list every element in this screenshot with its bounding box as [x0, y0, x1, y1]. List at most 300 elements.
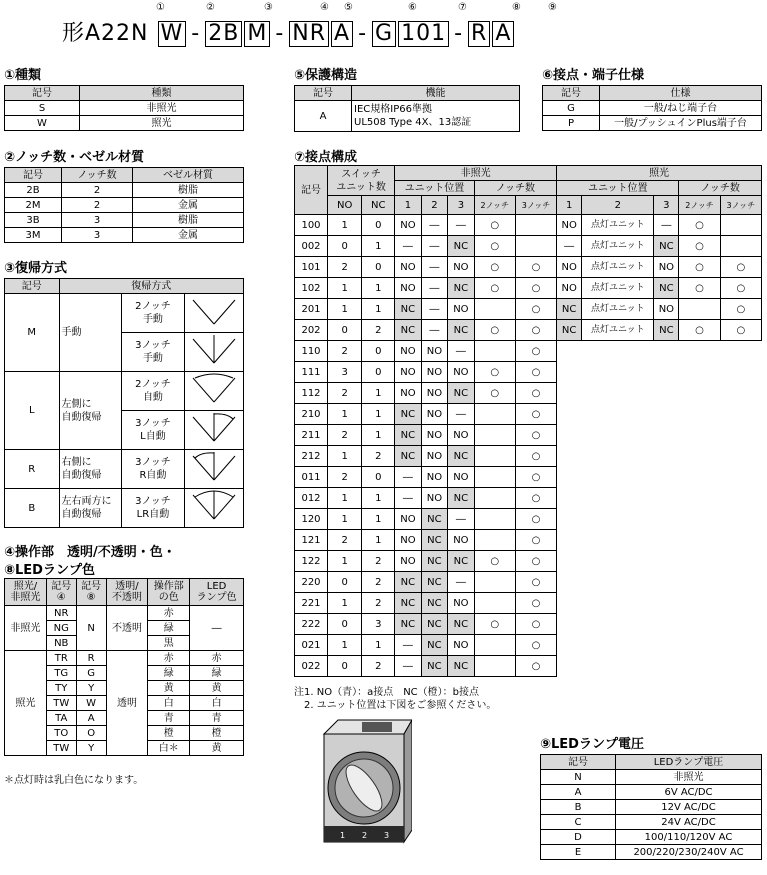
table-cell	[720, 215, 761, 236]
table-cell: TW	[46, 741, 76, 756]
table-cell: NC	[448, 446, 475, 467]
s48-title-2: ⑧LEDランプ色	[4, 563, 95, 578]
table-cell: ○	[515, 257, 556, 278]
table-cell: B	[5, 489, 60, 528]
code-box: G	[372, 21, 396, 47]
table-cell: ○	[515, 509, 556, 530]
table-cell: R	[5, 450, 60, 489]
table-cell: W	[76, 696, 106, 711]
table-cell: 122	[295, 551, 328, 572]
switch-unit-illustration	[318, 714, 412, 844]
table-cell: 2ノッチ 手動	[121, 294, 184, 333]
table-cell: NC	[557, 299, 582, 320]
table-cell: NO	[448, 257, 475, 278]
table-cell: G	[76, 666, 106, 681]
table-cell: 白	[190, 696, 244, 711]
table-row	[5, 450, 244, 489]
table-cell: NC	[557, 320, 582, 341]
table-row	[5, 489, 244, 528]
header-row	[5, 168, 244, 183]
table-cell: NC	[448, 278, 475, 299]
table-cell: 012	[295, 488, 328, 509]
table-row	[5, 606, 244, 621]
table-cell: NO	[448, 299, 475, 320]
table-cell: NO	[448, 593, 475, 614]
column-header: 復帰方式	[59, 279, 244, 294]
table-row	[295, 383, 762, 404]
type-table	[4, 85, 244, 131]
table-cell: 002	[295, 236, 328, 257]
table-row	[295, 215, 762, 236]
3-notch-r-auto-icon	[187, 450, 241, 484]
column-header: LEDランプ電圧	[616, 755, 762, 770]
column-header: 3	[448, 196, 475, 215]
table-row	[295, 341, 762, 362]
table-cell: 221	[295, 593, 328, 614]
table-cell: ―	[395, 656, 421, 677]
column-header: 記号	[5, 86, 80, 101]
table-cell: NC	[395, 425, 421, 446]
column-header: 記号	[5, 168, 62, 183]
table-cell: 赤	[190, 651, 244, 666]
s7-note-1: 注1. NO（青）：a接点 NC（橙）：b接点	[294, 687, 480, 698]
table-cell: ○	[474, 551, 515, 572]
table-cell: NO	[421, 467, 447, 488]
table-row	[5, 183, 244, 198]
table-cell: 220	[295, 572, 328, 593]
spec-line: IEC規格IP66準拠	[354, 104, 432, 115]
table-row	[295, 656, 762, 677]
table-cell: 101	[295, 257, 328, 278]
table-row	[295, 593, 762, 614]
spec-line: UL508 Type 4X、13認証	[354, 117, 472, 128]
empty-cell	[557, 530, 762, 551]
table-cell	[474, 593, 515, 614]
s7-note-2: 2. ユニット位置は下図をご参照ください。	[294, 700, 497, 711]
table-cell: Y	[76, 681, 106, 696]
table-cell: D	[541, 830, 616, 845]
diagram-cell	[185, 411, 244, 450]
table-row	[295, 257, 762, 278]
position-marker: ②	[206, 2, 215, 13]
table-cell: 1	[362, 299, 395, 320]
table-cell: NC	[654, 278, 679, 299]
table-cell: 0	[328, 572, 362, 593]
table-cell: NO	[448, 635, 475, 656]
table-cell: NO	[395, 530, 421, 551]
table-cell	[474, 635, 515, 656]
column-header: 照光	[557, 166, 762, 181]
code-separator: -	[454, 21, 464, 46]
table-cell: 緑	[148, 621, 190, 636]
table-cell: ○	[515, 656, 556, 677]
header-row	[5, 86, 244, 101]
table-cell: NO	[557, 215, 582, 236]
table-cell: ―	[395, 488, 421, 509]
table-cell: 黒	[148, 636, 190, 651]
code-separator: -	[358, 21, 368, 46]
table-cell: ○	[720, 320, 761, 341]
column-header: 1	[395, 196, 421, 215]
table-cell: ○	[515, 404, 556, 425]
table-cell: NC	[421, 551, 447, 572]
column-header: ノッチ数	[679, 181, 762, 196]
table-row	[295, 551, 762, 572]
table-cell: ―	[421, 299, 447, 320]
table-cell: 2	[362, 551, 395, 572]
protection-table	[294, 85, 520, 132]
table-cell: E	[541, 845, 616, 860]
table-cell: 橙	[148, 726, 190, 741]
table-cell: ○	[515, 341, 556, 362]
table-cell	[720, 236, 761, 257]
table-cell: NO	[395, 341, 421, 362]
table-cell: 2	[62, 198, 133, 213]
table-cell: ○	[720, 299, 761, 320]
diagram-cell	[185, 372, 244, 411]
table-cell: NO	[395, 257, 421, 278]
table-cell: 021	[295, 635, 328, 656]
table-row	[5, 213, 244, 228]
table-cell: NO	[395, 551, 421, 572]
column-header: 3ノッチ	[515, 196, 556, 215]
table-cell: 緑	[190, 666, 244, 681]
diagram-cell	[185, 489, 244, 528]
table-cell: A	[541, 785, 616, 800]
column-header: スイッチ ユニット数	[328, 166, 395, 196]
table-cell: A	[295, 101, 352, 132]
column-header: 照光/ 非照光	[5, 579, 47, 606]
table-cell: NC	[448, 320, 475, 341]
unit-label-3: 3	[384, 831, 390, 840]
code-box: 2B	[205, 21, 242, 47]
table-cell: 1	[362, 425, 395, 446]
table-cell: ―	[421, 320, 447, 341]
header-row	[295, 166, 762, 181]
table-cell: ―	[654, 215, 679, 236]
table-cell: 赤	[148, 606, 190, 621]
table-cell: 青	[190, 711, 244, 726]
protection-spec	[352, 101, 520, 132]
table-cell: NO	[654, 299, 679, 320]
table-cell: 3	[362, 614, 395, 635]
table-cell: 24V AC/DC	[616, 815, 762, 830]
table-row	[5, 294, 244, 333]
table-cell: 1	[328, 551, 362, 572]
table-cell: 222	[295, 614, 328, 635]
table-cell: A	[76, 711, 106, 726]
table-row	[295, 320, 762, 341]
table-cell: NO	[421, 425, 447, 446]
position-marker: ⑥	[408, 2, 417, 13]
table-cell: 0	[362, 341, 395, 362]
table-cell: NO	[395, 278, 421, 299]
2-notch-manual-icon	[187, 294, 241, 328]
column-header: NC	[362, 196, 395, 215]
table-cell: ―	[421, 278, 447, 299]
table-cell	[474, 446, 515, 467]
empty-cell	[557, 446, 762, 467]
table-row	[295, 530, 762, 551]
column-header: 透明/ 不透明	[106, 579, 148, 606]
table-cell: 1	[328, 299, 362, 320]
table-cell: 2ノッチ 自動	[121, 372, 184, 411]
table-cell: L	[5, 372, 60, 450]
table-cell	[474, 341, 515, 362]
table-cell: 点灯ユニット	[582, 299, 654, 320]
header-row	[541, 755, 762, 770]
table-cell: 2	[328, 425, 362, 446]
column-header: 記号	[295, 86, 352, 101]
table-cell: 12V AC/DC	[616, 800, 762, 815]
table-cell: R	[76, 651, 106, 666]
table-cell: NO	[421, 446, 447, 467]
table-cell: ○	[474, 383, 515, 404]
table-cell: TO	[46, 726, 76, 741]
empty-cell	[557, 656, 762, 677]
table-cell: TR	[46, 651, 76, 666]
table-row	[5, 228, 244, 243]
column-header: 記号 ④	[46, 579, 76, 606]
table-row	[295, 362, 762, 383]
position-marker: ④	[320, 2, 329, 13]
table-cell: NC	[448, 656, 475, 677]
diagram-cell	[185, 294, 244, 333]
table-cell: ○	[474, 278, 515, 299]
table-cell	[474, 467, 515, 488]
position-marker: ⑨	[548, 2, 557, 13]
table-cell: ○	[515, 278, 556, 299]
empty-cell	[557, 488, 762, 509]
diagram-cell	[185, 450, 244, 489]
column-header: LED ランプ色	[190, 579, 244, 606]
table-cell: 左側に 自動復帰	[59, 372, 121, 450]
table-cell: 3ノッチ R自動	[121, 450, 184, 489]
column-header: 2	[421, 196, 447, 215]
table-cell: ―	[395, 635, 421, 656]
table-cell: ○	[679, 278, 720, 299]
table-cell: B	[541, 800, 616, 815]
table-row	[543, 101, 762, 116]
table-cell: 非照光	[5, 606, 47, 651]
table-cell: ○	[515, 593, 556, 614]
table-cell: 照光	[5, 651, 47, 756]
table-cell: G	[543, 101, 600, 116]
s2-title: ②ノッチ数・ベゼル材質	[4, 150, 145, 165]
table-cell: ○	[720, 257, 761, 278]
table-row	[541, 815, 762, 830]
column-header: 記号	[295, 166, 328, 215]
unit-label-2: 2	[362, 831, 368, 840]
table-cell: 1	[328, 635, 362, 656]
table-cell: 2	[328, 467, 362, 488]
table-row	[295, 488, 762, 509]
table-cell: 緑	[148, 666, 190, 681]
terminal-table	[542, 85, 762, 131]
led-voltage-table	[540, 754, 762, 860]
table-cell: ○	[515, 383, 556, 404]
table-cell: ○	[679, 257, 720, 278]
table-cell: NC	[421, 635, 447, 656]
column-header: 記号	[5, 279, 60, 294]
table-cell: ―	[448, 341, 475, 362]
table-cell: NC	[421, 656, 447, 677]
table-cell: ○	[474, 215, 515, 236]
table-cell: NG	[46, 621, 76, 636]
s9-title: ⑨LEDランプ電圧	[540, 737, 644, 752]
s48-title-1: ④操作部 透明/不透明・色・	[4, 545, 176, 560]
table-cell: 黄	[190, 741, 244, 756]
table-cell: Y	[76, 741, 106, 756]
table-cell: TY	[46, 681, 76, 696]
code-box: R	[468, 21, 490, 47]
table-row	[541, 770, 762, 785]
table-cell: NO	[395, 383, 421, 404]
3-notch-manual-icon	[187, 333, 241, 367]
table-row	[295, 404, 762, 425]
table-cell: 手動	[59, 294, 121, 372]
table-cell	[474, 404, 515, 425]
table-row	[541, 800, 762, 815]
empty-cell	[557, 593, 762, 614]
column-header: 1	[557, 196, 582, 215]
table-cell: 211	[295, 425, 328, 446]
empty-cell	[557, 362, 762, 383]
table-row	[295, 101, 520, 132]
table-cell: N	[76, 606, 106, 651]
table-row	[295, 509, 762, 530]
table-cell: NO	[421, 341, 447, 362]
table-cell: 2	[328, 530, 362, 551]
s6-title: ⑥接点・端子仕様	[542, 68, 645, 83]
table-cell: ○	[474, 236, 515, 257]
table-cell: NO	[654, 257, 679, 278]
table-cell: ○	[515, 467, 556, 488]
table-cell: 202	[295, 320, 328, 341]
table-cell: NR	[46, 606, 76, 621]
table-cell: 点灯ユニット	[582, 278, 654, 299]
table-cell: 2	[328, 341, 362, 362]
table-cell: 1	[362, 278, 395, 299]
table-row	[5, 101, 244, 116]
table-cell: 0	[362, 362, 395, 383]
table-cell: ―	[421, 215, 447, 236]
table-cell: NC	[395, 320, 421, 341]
table-cell: ○	[515, 488, 556, 509]
column-header: 3ノッチ	[720, 196, 761, 215]
table-cell: 0	[362, 257, 395, 278]
table-cell: 2	[362, 656, 395, 677]
table-row	[295, 635, 762, 656]
table-row	[295, 425, 762, 446]
table-cell: NO	[557, 278, 582, 299]
table-cell: 0	[328, 236, 362, 257]
table-cell: 1	[362, 383, 395, 404]
table-cell: 点灯ユニット	[582, 320, 654, 341]
table-cell	[679, 299, 720, 320]
table-cell: 白＊	[148, 741, 190, 756]
table-cell: 1	[328, 488, 362, 509]
table-cell: 201	[295, 299, 328, 320]
header-row	[295, 86, 520, 101]
empty-cell	[557, 425, 762, 446]
table-cell: 212	[295, 446, 328, 467]
s1-title: ①種類	[4, 68, 42, 83]
table-cell: ○	[474, 320, 515, 341]
table-cell: M	[5, 294, 60, 372]
table-cell: NC	[421, 530, 447, 551]
table-cell: NO	[448, 467, 475, 488]
column-header: 記号 ⑧	[76, 579, 106, 606]
table-cell: NO	[421, 404, 447, 425]
table-cell: TW	[46, 696, 76, 711]
column-header: 機能	[352, 86, 520, 101]
table-cell: 金属	[133, 228, 244, 243]
table-cell: ○	[679, 320, 720, 341]
table-cell: ○	[720, 278, 761, 299]
contact-config-table	[294, 165, 762, 677]
table-cell: 3ノッチ LR自動	[121, 489, 184, 528]
column-header: ユニット位置	[395, 181, 474, 196]
table-cell: NO	[557, 257, 582, 278]
table-cell: 3	[328, 362, 362, 383]
table-cell: ―	[448, 509, 475, 530]
column-header: NO	[328, 196, 362, 215]
table-cell: 黄	[148, 681, 190, 696]
table-cell: 6V AC/DC	[616, 785, 762, 800]
table-cell: 2	[328, 257, 362, 278]
table-cell: ○	[515, 551, 556, 572]
table-cell: ―	[448, 215, 475, 236]
table-cell: 102	[295, 278, 328, 299]
table-cell: 1	[362, 236, 395, 257]
3-notch-lr-auto-icon	[187, 489, 241, 523]
empty-cell	[557, 383, 762, 404]
table-cell: 金属	[133, 198, 244, 213]
table-cell: ○	[474, 362, 515, 383]
table-row	[295, 614, 762, 635]
code-separator: -	[275, 21, 285, 46]
unit-label-1: 1	[340, 831, 346, 840]
table-cell	[474, 425, 515, 446]
table-cell: 200/220/230/240V AC	[616, 845, 762, 860]
table-cell: 1	[328, 593, 362, 614]
column-header: 2ノッチ	[474, 196, 515, 215]
table-cell: 1	[328, 404, 362, 425]
table-cell: NO	[448, 530, 475, 551]
table-cell: ―	[421, 236, 447, 257]
operator-color-table	[4, 578, 244, 756]
empty-cell	[557, 341, 762, 362]
table-cell: 3ノッチ 手動	[121, 333, 184, 372]
table-cell: 一般/ねじ端子台	[600, 101, 762, 116]
code-box: A	[331, 21, 353, 47]
column-header: ノッチ数	[474, 181, 557, 196]
table-cell: 120	[295, 509, 328, 530]
table-cell: ○	[515, 614, 556, 635]
table-cell: NC	[421, 614, 447, 635]
table-row	[295, 446, 762, 467]
s5-title: ⑤保護構造	[294, 68, 358, 83]
table-row	[5, 651, 244, 666]
table-cell: 2	[362, 446, 395, 467]
position-marker: ①	[156, 2, 165, 13]
table-cell: 透明	[106, 651, 148, 756]
empty-cell	[557, 404, 762, 425]
position-marker: ③	[264, 2, 273, 13]
table-row	[295, 467, 762, 488]
table-cell: ―	[448, 404, 475, 425]
